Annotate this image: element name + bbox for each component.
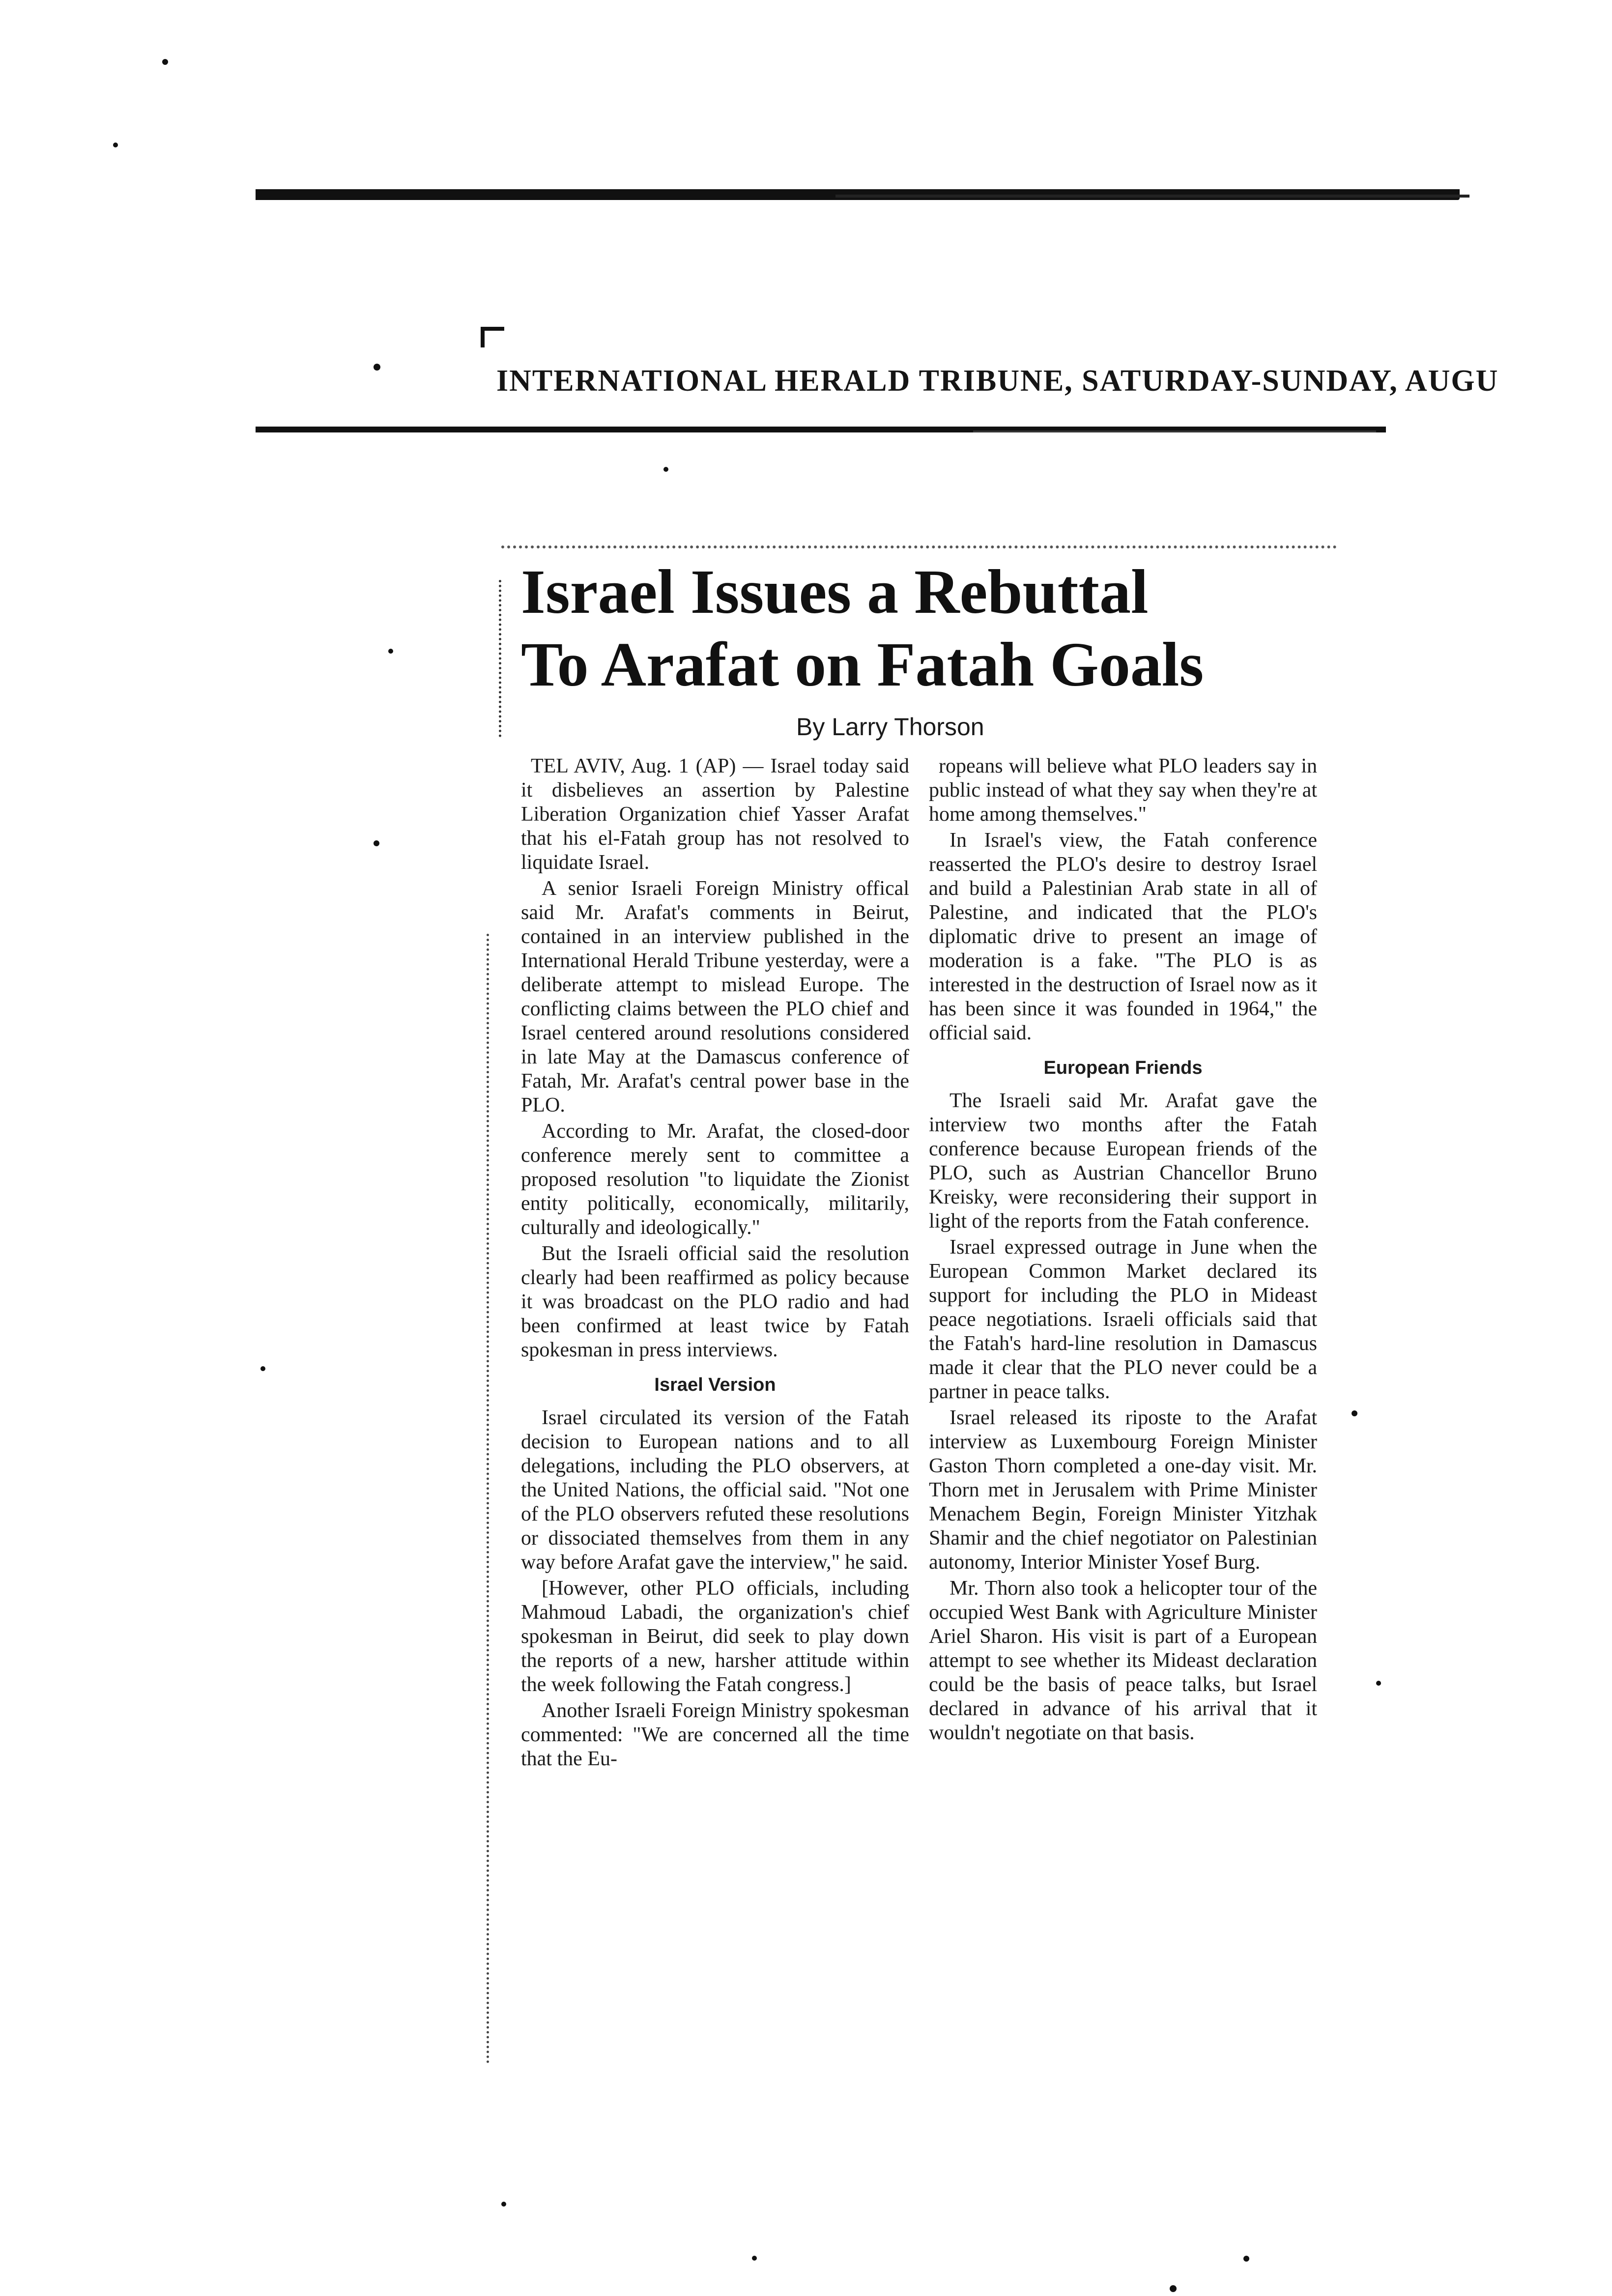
article-paragraph: But the Israeli official said the resolution clearly had been reaffirmed as policy because it was broadcast on the PLO radio and had been confirmed at least twice by Fatah spokesman in press interviews. xyxy=(521,1242,909,1361)
article-paragraph: [However, other PLO officials, including Mahmoud Labadi, the organization's chief spokesman in Beirut, did seek to play down the reports of a new, harsher attitude within the week following the Fatah congress.] xyxy=(521,1577,909,1696)
section-subhead: Israel Version xyxy=(654,1375,776,1395)
top-rule-tail xyxy=(835,195,1469,198)
scan-speck xyxy=(1352,1410,1357,1416)
article-paragraph: In Israel's view, the Fatah conference reasserted the PLO's desire to destroy Israel and build a Palestinian Arab state in all of Palestine, and indicated that the PLO's diplomatic drive to present an image of moderation is a fake. "The PLO is as interested in the destruction of Israel now as it has been since it was founded in 1964," the official said. xyxy=(929,829,1317,1044)
masthead-rule-thin xyxy=(973,430,1376,432)
scan-speck xyxy=(501,2202,506,2207)
scan-speck xyxy=(1170,2285,1177,2292)
scan-speck xyxy=(374,364,380,371)
article-paragraph: Israel released its riposte to the Arafat interview as Luxembourg Foreign Minister Gaston Thorn completed a one-day visit. Mr. Thorn met in Jerusalem with Prime Minister Menachem Begin, Foreign Minister Yitzhak Shamir and the chief negotiator on Palestinian autonomy, Interior Minister Yosef Burg. xyxy=(929,1406,1317,1574)
scan-speck xyxy=(162,59,168,65)
headline-line-2: To Arafat on Fatah Goals xyxy=(521,630,1204,699)
scan-speck xyxy=(663,467,668,472)
masthead-line: INTERNATIONAL HERALD TRIBUNE, SATURDAY-SUNDAY, AUGU xyxy=(496,364,1499,398)
headline-line-1: Israel Issues a Rebuttal xyxy=(521,557,1149,627)
corner-mark xyxy=(481,327,504,347)
article-paragraph: The Israeli said Mr. Arafat gave the interview two months after the Fatah conference because European friends of the PLO, such as Austrian Chancellor Bruno Kreisky, were reconsidering their support in light of the reports from the Fatah conference. xyxy=(929,1090,1317,1233)
article-byline: By Larry Thorson xyxy=(796,713,984,741)
article-paragraph: Israel circulated its version of the Fatah decision to European nations and to all delegations, including the PLO observers, at the United Nations, the official said. "Not one of the PLO observers refuted these resolutions or dissociated themselves from them in any way before Arafat gave the interview," he said. xyxy=(521,1406,909,1574)
article-column-left xyxy=(521,754,909,1773)
article-headline xyxy=(521,555,1307,701)
scan-speck xyxy=(113,143,118,147)
clipping-edge-speckles xyxy=(501,545,1337,552)
scan-speck xyxy=(752,2256,757,2261)
scan-speck xyxy=(1376,1681,1381,1686)
article-paragraph: TEL AVIV, Aug. 1 (AP) — Israel today said it disbelieves an assertion by Palestine Liberation Organization chief Yasser Arafat that his el-Fatah group has not resolved to liquidate Israel. xyxy=(521,755,909,874)
article-paragraph: Israel expressed outrage in June when the European Common Market declared its support for including the PLO in Mideast peace negotiations. Israeli officials said that the Fatah's hard-line resolution in Damascus made it clear that the PLO never could be a partner in peace talks. xyxy=(929,1236,1317,1403)
article-paragraph: Mr. Thorn also took a helicopter tour of the occupied West Bank with Agriculture Minister Ariel Sharon. His visit is part of a European attempt to see whether its Mideast declaration could be the basis of peace talks, but Israel declared in advance of his arrival that it wouldn't negotiate on that basis. xyxy=(929,1577,1317,1744)
section-subhead: European Friends xyxy=(1043,1058,1203,1078)
clipping-left-edge xyxy=(499,580,507,737)
article-column-right xyxy=(929,754,1317,1747)
article-paragraph: Another Israeli Foreign Ministry spokesman commented: "We are concerned all the time that the Eu- xyxy=(521,1699,909,1770)
article-paragraph: A senior Israeli Foreign Ministry offical said Mr. Arafat's comments in Beirut, contained in an interview published in the International Herald Tribune yesterday, were a deliberate attempt to mislead Europe. The conflicting claims between the PLO chief and Israel centered around resolutions considered in late May at the Damascus conference of Fatah, Mr. Arafat's central power base in the PLO. xyxy=(521,877,909,1117)
scan-speck xyxy=(260,1366,265,1371)
article-paragraph: According to Mr. Arafat, the closed-door conference merely sent to committee a proposed resolution "to liquidate the Zionist entity politically, economically, militarily, culturally and ideologically." xyxy=(521,1120,909,1239)
clipping-left-edge-lower xyxy=(487,934,494,2064)
article-paragraph: ropeans will believe what PLO leaders say in public instead of what they say when they're at home among themselves." xyxy=(929,755,1317,826)
scan-speck xyxy=(1243,2256,1249,2262)
scan-speck xyxy=(374,840,379,846)
scan-speck xyxy=(388,649,393,654)
